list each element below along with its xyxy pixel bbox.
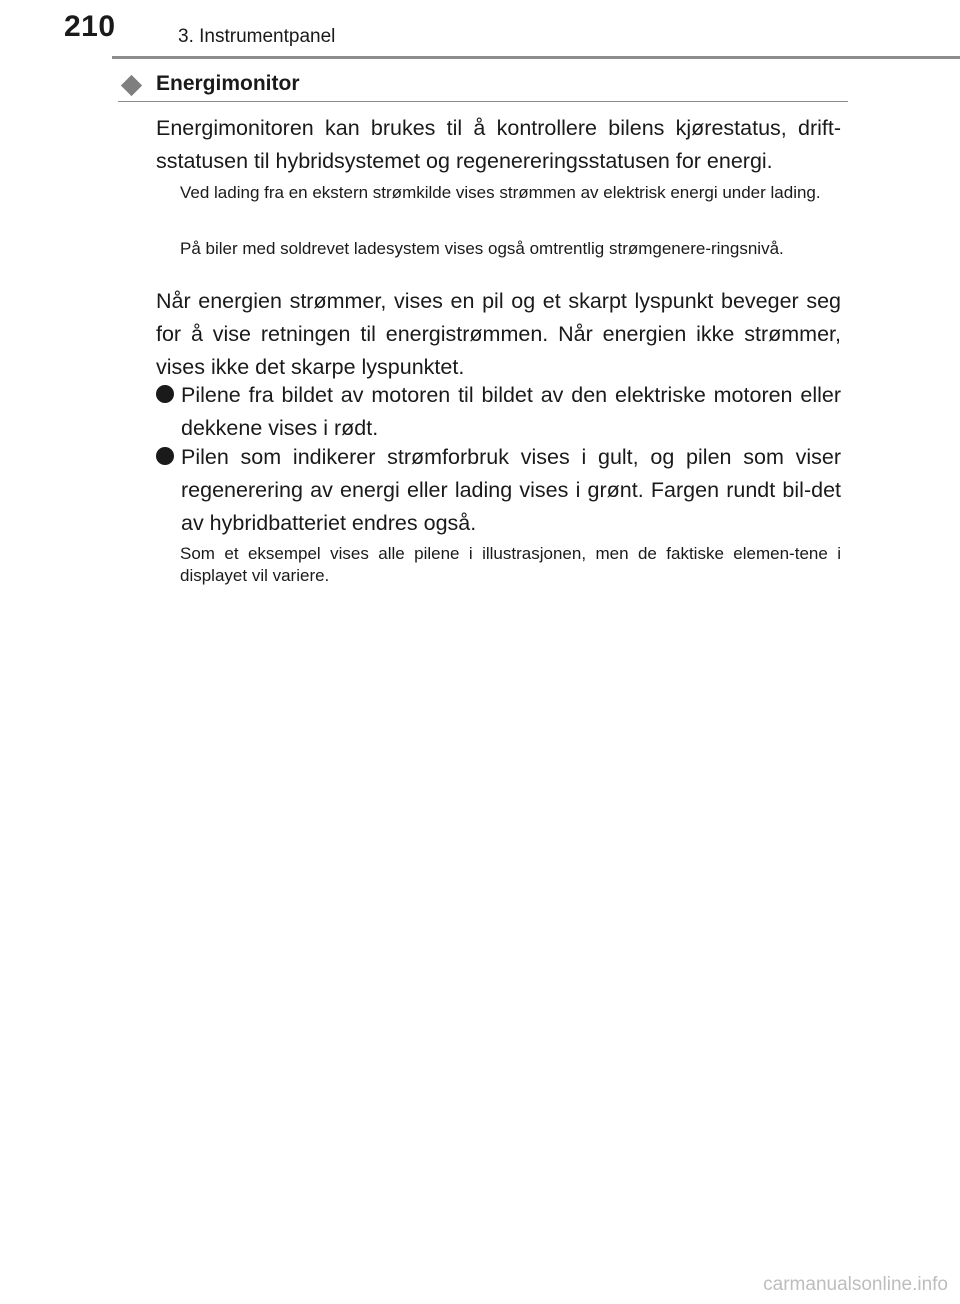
section-heading xyxy=(118,70,848,104)
bullet-text: Pilene fra bildet av motoren til bildet av den elektriske motoren eller dekkene vises i rødt. xyxy=(181,383,841,440)
diamond-bullet-icon xyxy=(121,75,142,96)
heading-rule xyxy=(118,101,848,102)
watermark: carmanualsonline.info xyxy=(763,1274,948,1295)
flow-paragraph: Når energien strømmer, vises en pil og et skarpt lyspunkt beveger seg for å vise retningen til energistrømmen. Når energien ikke strømmer, vises ikke det skarpe lyspunktet. xyxy=(156,289,841,379)
round-bullet-icon xyxy=(156,447,174,465)
note-paragraph: Som et eksempel vises alle pilene i illustrasjonen, men de faktiske elemen-tene i displayet vil variere. xyxy=(180,544,841,585)
page-number: 210 xyxy=(64,10,116,43)
header-rule xyxy=(112,56,960,59)
note-paragraph: På biler med soldrevet ladesystem vises også omtrentlig strømgenere-ringsnivå. xyxy=(180,239,784,258)
page-header xyxy=(0,0,960,64)
note-paragraph: Ved lading fra en ekstern strømkilde vises strømmen av elektrisk energi under lading. xyxy=(180,183,821,202)
intro-paragraph: Energimonitoren kan brukes til å kontrollere bilens kjørestatus, drift-sstatusen til hybridsystemet og regenereringsstatusen for energi. xyxy=(156,116,841,173)
chapter-title: 3. Instrumentpanel xyxy=(178,26,336,47)
bullet-text: Pilen som indikerer strømforbruk vises i gult, og pilen som viser regenerering av energi eller lading vises i grønt. Fargen rundt bil-det av hybridbatteriet endres også. xyxy=(181,445,841,535)
round-bullet-icon xyxy=(156,385,174,403)
section-heading-text: Energimonitor xyxy=(156,72,300,95)
